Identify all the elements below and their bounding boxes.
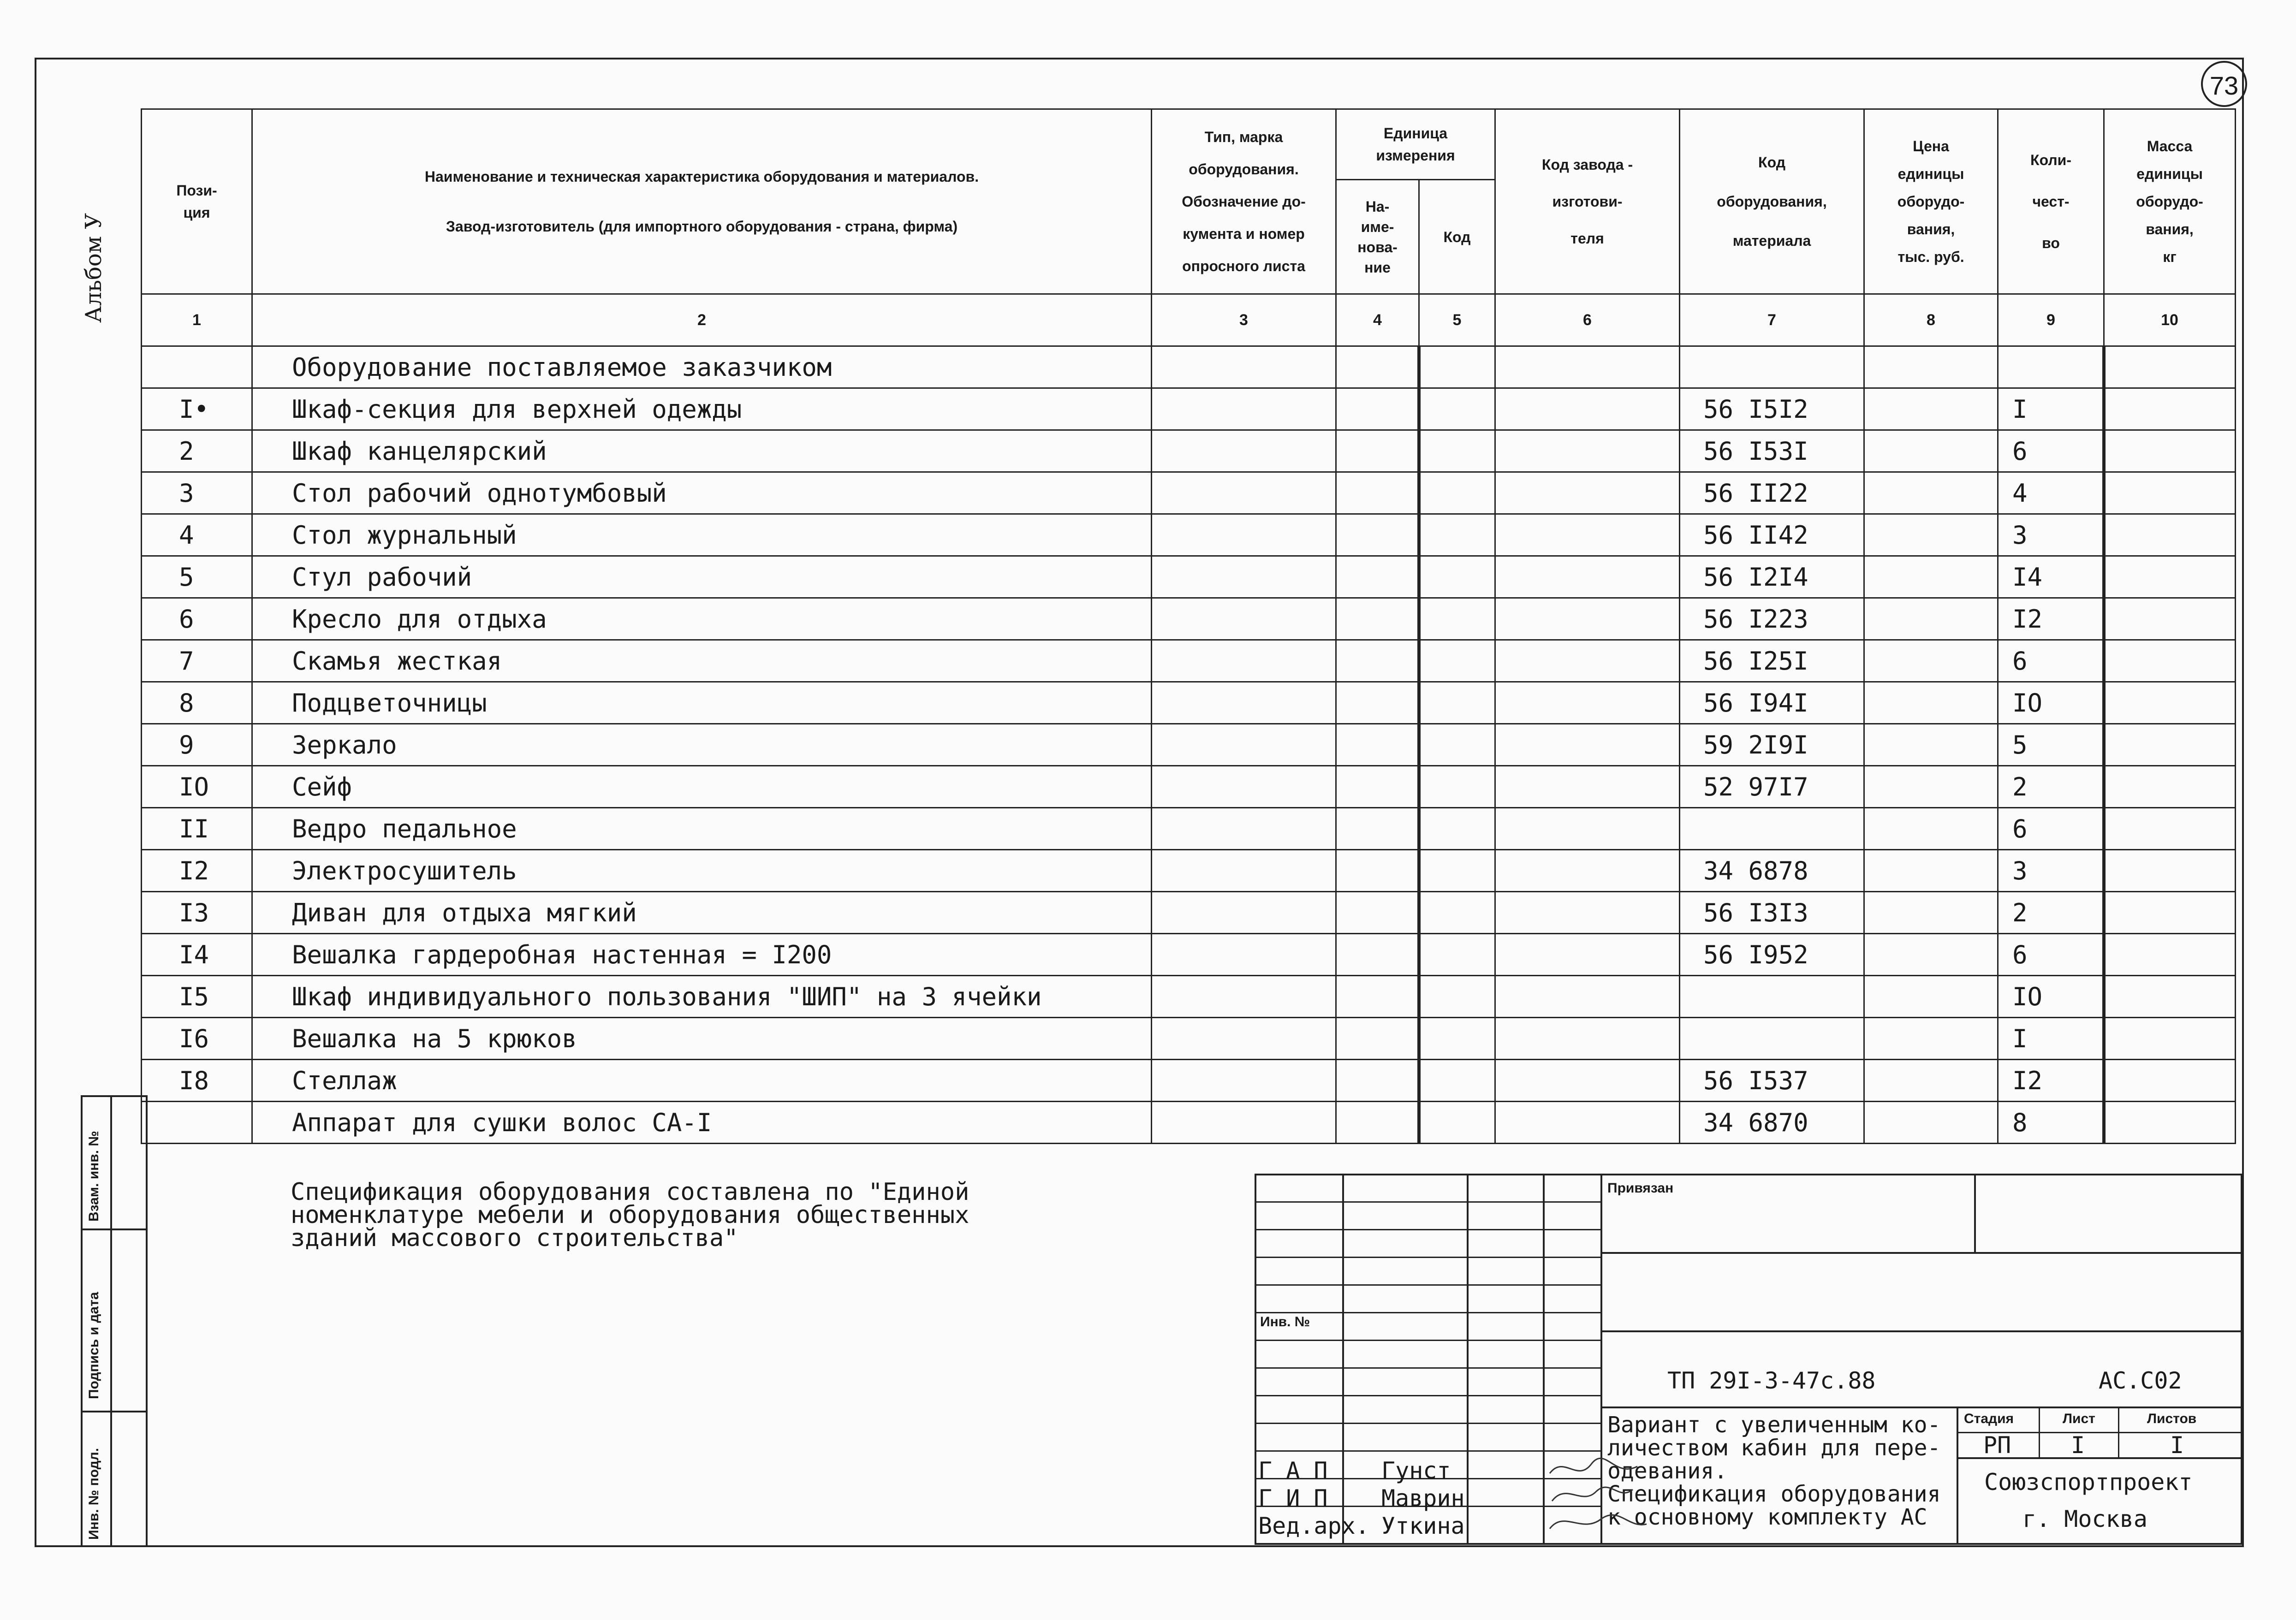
type-cell	[1152, 724, 1336, 766]
position-cell: 7	[142, 640, 252, 682]
name-cell: Диван для отдыха мягкий	[252, 892, 1152, 934]
header-name-line2: Завод-изготовитель (для импортного оборудования - страна, фирма)	[446, 218, 958, 235]
role-gip: Г И П	[1258, 1485, 1328, 1512]
position-cell: I2	[142, 850, 252, 892]
equipment-code-cell: 56 I53I	[1680, 430, 1864, 472]
header-price: Цена единицы оборудо- вания, тыс. руб.	[1864, 109, 1998, 294]
mass-cell	[2104, 430, 2236, 472]
unit-name-cell	[1336, 850, 1419, 892]
quantity-cell: 6	[1998, 934, 2104, 976]
name-mavrin: Маврин	[1381, 1485, 1465, 1512]
price-cell	[1864, 892, 1998, 934]
factory-code-cell	[1495, 598, 1680, 640]
sheet-code: АС.С02	[2099, 1367, 2182, 1394]
mass-cell	[2104, 640, 2236, 682]
quantity-cell: I4	[1998, 556, 2104, 598]
position-cell: 2	[142, 430, 252, 472]
lists-value: I	[2170, 1432, 2184, 1459]
factory-code-cell	[1495, 850, 1680, 892]
price-cell	[1864, 1102, 1998, 1144]
name-cell: Шкаф-секция для верхней одежды	[252, 388, 1152, 430]
name-cell: Кресло для отдыха	[252, 598, 1152, 640]
type-cell	[1152, 346, 1336, 388]
unit-code-cell	[1419, 346, 1495, 388]
price-cell	[1864, 808, 1998, 850]
unit-name-cell	[1336, 1102, 1419, 1144]
price-cell	[1864, 1018, 1998, 1060]
mass-cell	[2104, 892, 2236, 934]
table-row	[142, 514, 2236, 556]
list-label: Лист	[2063, 1411, 2095, 1426]
colnum-9: 9	[1998, 294, 2104, 346]
header-name	[252, 109, 1152, 294]
type-cell	[1152, 388, 1336, 430]
position-cell: 9	[142, 724, 252, 766]
factory-code-cell	[1495, 346, 1680, 388]
equipment-code-cell: 34 6878	[1680, 850, 1864, 892]
type-cell	[1152, 556, 1336, 598]
mass-cell	[2104, 1060, 2236, 1102]
table-row	[142, 1102, 2236, 1144]
table-row	[142, 388, 2236, 430]
unit-code-cell	[1419, 388, 1495, 430]
role-gap: Г А П	[1258, 1457, 1328, 1484]
quantity-cell: I2	[1998, 598, 2104, 640]
table-row	[142, 1018, 2236, 1060]
factory-code-cell	[1495, 682, 1680, 724]
factory-code-cell	[1495, 1018, 1680, 1060]
colnum-2: 2	[252, 294, 1152, 346]
name-cell: Ведро педальное	[252, 808, 1152, 850]
position-cell	[142, 1102, 252, 1144]
header-quantity: Коли- чест- во	[1998, 109, 2104, 294]
sheet-number: 73	[2201, 61, 2247, 107]
unit-name-cell	[1336, 556, 1419, 598]
mass-cell	[2104, 1018, 2236, 1060]
type-cell	[1152, 892, 1336, 934]
quantity-cell: 6	[1998, 430, 2104, 472]
equipment-code-cell	[1680, 976, 1864, 1018]
role-ved-arch: Вед.арх.	[1258, 1513, 1369, 1539]
type-cell	[1152, 1060, 1336, 1102]
table-row	[142, 766, 2236, 808]
unit-name-cell	[1336, 808, 1419, 850]
unit-code-cell	[1419, 682, 1495, 724]
price-cell	[1864, 682, 1998, 724]
mass-cell	[2104, 388, 2236, 430]
factory-code-cell	[1495, 430, 1680, 472]
inv-no-label: Инв. №	[1260, 1314, 1310, 1329]
type-cell	[1152, 430, 1336, 472]
price-cell	[1864, 934, 1998, 976]
document-code: ТП 29I-3-47с.88	[1667, 1367, 1876, 1394]
table-row	[142, 556, 2236, 598]
name-cell: Стул рабочий	[252, 556, 1152, 598]
quantity-cell: 6	[1998, 808, 2104, 850]
unit-code-cell	[1419, 724, 1495, 766]
quantity-cell: 3	[1998, 514, 2104, 556]
equipment-code-cell	[1680, 1018, 1864, 1060]
table-row	[142, 682, 2236, 724]
quantity-cell: I	[1998, 388, 2104, 430]
colnum-3: 3	[1152, 294, 1336, 346]
city: г. Москва	[2022, 1506, 2147, 1532]
price-cell	[1864, 976, 1998, 1018]
price-cell	[1864, 640, 1998, 682]
unit-name-cell	[1336, 430, 1419, 472]
unit-code-cell	[1419, 850, 1495, 892]
unit-name-cell	[1336, 346, 1419, 388]
type-cell	[1152, 850, 1336, 892]
name-cell: Оборудование поставляемое заказчиком	[252, 346, 1152, 388]
position-cell: I•	[142, 388, 252, 430]
position-cell: I4	[142, 934, 252, 976]
header-unit-name: На- име- нова- ние	[1336, 180, 1419, 294]
position-cell: 4	[142, 514, 252, 556]
unit-code-cell	[1419, 430, 1495, 472]
name-cell: Электросушитель	[252, 850, 1152, 892]
specification-note: Спецификация оборудования составлена по "Единой номенклатуре мебели и оборудования общественных зданий массового строительства"	[291, 1178, 970, 1252]
colnum-5: 5	[1419, 294, 1495, 346]
mass-cell	[2104, 850, 2236, 892]
mass-cell	[2104, 724, 2236, 766]
factory-code-cell	[1495, 472, 1680, 514]
position-cell: 6	[142, 598, 252, 640]
unit-code-cell	[1419, 472, 1495, 514]
equipment-code-cell: 59 2I9I	[1680, 724, 1864, 766]
name-cell: Вешалка на 5 крюков	[252, 1018, 1152, 1060]
equipment-code-cell: 56 I223	[1680, 598, 1864, 640]
table-row	[142, 346, 2236, 388]
position-cell: 8	[142, 682, 252, 724]
mass-cell	[2104, 682, 2236, 724]
unit-code-cell	[1419, 1102, 1495, 1144]
unit-code-cell	[1419, 1060, 1495, 1102]
name-cell: Вешалка гардеробная настенная = I200	[252, 934, 1152, 976]
stage-value: РП	[1983, 1432, 2011, 1459]
quantity-cell: IO	[1998, 976, 2104, 1018]
equipment-code-cell: 56 I94I	[1680, 682, 1864, 724]
name-cell: Сейф	[252, 766, 1152, 808]
unit-code-cell	[1419, 892, 1495, 934]
price-cell	[1864, 766, 1998, 808]
header-type: Тип, марка оборудования. Обозначение до- кумента и номер опросного листа	[1152, 109, 1336, 294]
table-row	[142, 850, 2236, 892]
table-row	[142, 976, 2236, 1018]
name-cell: Подцветочницы	[252, 682, 1152, 724]
factory-code-cell	[1495, 1060, 1680, 1102]
header-unit-code: Код	[1419, 180, 1495, 294]
unit-code-cell	[1419, 556, 1495, 598]
unit-name-cell	[1336, 472, 1419, 514]
table-row	[142, 1060, 2236, 1102]
unit-code-cell	[1419, 598, 1495, 640]
unit-code-cell	[1419, 808, 1495, 850]
header-name-line1: Наименование и техническая характеристика оборудования и материалов.	[424, 168, 979, 185]
position-cell: 5	[142, 556, 252, 598]
equipment-code-cell: 56 I25I	[1680, 640, 1864, 682]
quantity-cell	[1998, 346, 2104, 388]
equipment-code-cell: 34 6870	[1680, 1102, 1864, 1144]
price-cell	[1864, 598, 1998, 640]
colnum-6: 6	[1495, 294, 1680, 346]
price-cell	[1864, 472, 1998, 514]
table-body	[142, 346, 2236, 1144]
equipment-code-cell: 56 I3I3	[1680, 892, 1864, 934]
price-cell	[1864, 724, 1998, 766]
unit-code-cell	[1419, 514, 1495, 556]
type-cell	[1152, 472, 1336, 514]
equipment-code-cell: 56 II22	[1680, 472, 1864, 514]
equipment-code-cell: 56 I952	[1680, 934, 1864, 976]
position-cell: I5	[142, 976, 252, 1018]
price-cell	[1864, 388, 1998, 430]
colnum-10: 10	[2104, 294, 2236, 346]
name-cell: Стол рабочий однотумбовый	[252, 472, 1152, 514]
position-cell: II	[142, 808, 252, 850]
header-factory-code: Код завода - изготови- теля	[1495, 109, 1680, 294]
equipment-code-cell	[1680, 346, 1864, 388]
table-row	[142, 472, 2236, 514]
organization: Союзспортпроект	[1984, 1469, 2193, 1495]
factory-code-cell	[1495, 766, 1680, 808]
name-gunst: Гунст	[1381, 1457, 1451, 1484]
name-cell: Стол журнальный	[252, 514, 1152, 556]
mass-cell	[2104, 766, 2236, 808]
table-row	[142, 598, 2236, 640]
type-cell	[1152, 1018, 1336, 1060]
price-cell	[1864, 1060, 1998, 1102]
unit-name-cell	[1336, 724, 1419, 766]
position-cell: IO	[142, 766, 252, 808]
quantity-cell: 2	[1998, 892, 2104, 934]
price-cell	[1864, 346, 1998, 388]
position-cell: I8	[142, 1060, 252, 1102]
unit-name-cell	[1336, 934, 1419, 976]
type-cell	[1152, 640, 1336, 682]
unit-name-cell	[1336, 514, 1419, 556]
factory-code-cell	[1495, 724, 1680, 766]
unit-code-cell	[1419, 1018, 1495, 1060]
unit-name-cell	[1336, 976, 1419, 1018]
price-cell	[1864, 430, 1998, 472]
position-cell	[142, 346, 252, 388]
unit-code-cell	[1419, 934, 1495, 976]
equipment-code-cell: 56 I2I4	[1680, 556, 1864, 598]
mass-cell	[2104, 514, 2236, 556]
position-cell: I3	[142, 892, 252, 934]
price-cell	[1864, 850, 1998, 892]
table-row	[142, 640, 2236, 682]
type-cell	[1152, 598, 1336, 640]
unit-name-cell	[1336, 766, 1419, 808]
unit-name-cell	[1336, 682, 1419, 724]
factory-code-cell	[1495, 514, 1680, 556]
name-cell: Скамья жесткая	[252, 640, 1152, 682]
colnum-7: 7	[1680, 294, 1864, 346]
side-label-inv-podl: Инв. № подл.	[86, 1448, 101, 1540]
mass-cell	[2104, 472, 2236, 514]
unit-code-cell	[1419, 976, 1495, 1018]
mass-cell	[2104, 934, 2236, 976]
document-title: Вариант с увеличенным ко- личеством кабин для пере- одевания. Спецификация оборудования к основному комплекту АС	[1607, 1412, 1941, 1530]
name-cell: Зеркало	[252, 724, 1152, 766]
header-position: Пози- ция	[142, 109, 252, 294]
type-cell	[1152, 934, 1336, 976]
album-label: Альбом У	[81, 213, 107, 323]
header-unit-group: Единица измерения	[1336, 109, 1495, 180]
colnum-8: 8	[1864, 294, 1998, 346]
list-value: I	[2071, 1432, 2085, 1459]
equipment-code-cell: 56 I5I2	[1680, 388, 1864, 430]
side-label-podpis: Подпись и дата	[86, 1292, 101, 1399]
factory-code-cell	[1495, 640, 1680, 682]
mass-cell	[2104, 808, 2236, 850]
unit-name-cell	[1336, 598, 1419, 640]
table-row	[142, 892, 2236, 934]
factory-code-cell	[1495, 556, 1680, 598]
side-label-vzam: Взам. инв. №	[86, 1131, 101, 1222]
price-cell	[1864, 514, 1998, 556]
quantity-cell: 2	[1998, 766, 2104, 808]
table-row	[142, 808, 2236, 850]
unit-name-cell	[1336, 388, 1419, 430]
equipment-code-cell: 56 I537	[1680, 1060, 1864, 1102]
quantity-cell: 5	[1998, 724, 2104, 766]
unit-code-cell	[1419, 640, 1495, 682]
unit-code-cell	[1419, 766, 1495, 808]
factory-code-cell	[1495, 388, 1680, 430]
quantity-cell: 8	[1998, 1102, 2104, 1144]
name-cell: Стеллаж	[252, 1060, 1152, 1102]
quantity-cell: 6	[1998, 640, 2104, 682]
factory-code-cell	[1495, 808, 1680, 850]
name-cell: Шкаф индивидуального пользования "ШИП" на 3 ячейки	[252, 976, 1152, 1018]
factory-code-cell	[1495, 892, 1680, 934]
quantity-cell: I	[1998, 1018, 2104, 1060]
quantity-cell: 3	[1998, 850, 2104, 892]
quantity-cell: 4	[1998, 472, 2104, 514]
specification-table	[141, 108, 2236, 1144]
colnum-1: 1	[142, 294, 252, 346]
header-mass: Масса единицы оборудо- вания, кг	[2104, 109, 2236, 294]
signatures-icon	[1545, 1455, 1651, 1538]
quantity-cell: I2	[1998, 1060, 2104, 1102]
price-cell	[1864, 556, 1998, 598]
equipment-code-cell: 56 II42	[1680, 514, 1864, 556]
colnum-4: 4	[1336, 294, 1419, 346]
header-equipment-code: Код оборудования, материала	[1680, 109, 1864, 294]
name-utkina: Уткина	[1381, 1513, 1465, 1539]
title-block	[1255, 1174, 2242, 1545]
mass-cell	[2104, 556, 2236, 598]
unit-name-cell	[1336, 892, 1419, 934]
unit-name-cell	[1336, 640, 1419, 682]
privyazan-label: Привязан	[1607, 1181, 1674, 1196]
type-cell	[1152, 1102, 1336, 1144]
position-cell: I6	[142, 1018, 252, 1060]
name-cell: Шкаф канцелярский	[252, 430, 1152, 472]
factory-code-cell	[1495, 1102, 1680, 1144]
type-cell	[1152, 514, 1336, 556]
type-cell	[1152, 976, 1336, 1018]
mass-cell	[2104, 976, 2236, 1018]
unit-name-cell	[1336, 1018, 1419, 1060]
table-row	[142, 430, 2236, 472]
factory-code-cell	[1495, 976, 1680, 1018]
name-cell: Аппарат для сушки волос СА-I	[252, 1102, 1152, 1144]
mass-cell	[2104, 1102, 2236, 1144]
table-row	[142, 934, 2236, 976]
type-cell	[1152, 808, 1336, 850]
lists-label: Листов	[2147, 1411, 2197, 1426]
quantity-cell: IO	[1998, 682, 2104, 724]
table-row	[142, 724, 2236, 766]
side-strip	[81, 1095, 148, 1547]
equipment-code-cell: 52 97I7	[1680, 766, 1864, 808]
unit-name-cell	[1336, 1060, 1419, 1102]
factory-code-cell	[1495, 934, 1680, 976]
mass-cell	[2104, 346, 2236, 388]
type-cell	[1152, 766, 1336, 808]
equipment-code-cell	[1680, 808, 1864, 850]
mass-cell	[2104, 598, 2236, 640]
stage-label: Стадия	[1964, 1411, 2014, 1426]
position-cell: 3	[142, 472, 252, 514]
type-cell	[1152, 682, 1336, 724]
